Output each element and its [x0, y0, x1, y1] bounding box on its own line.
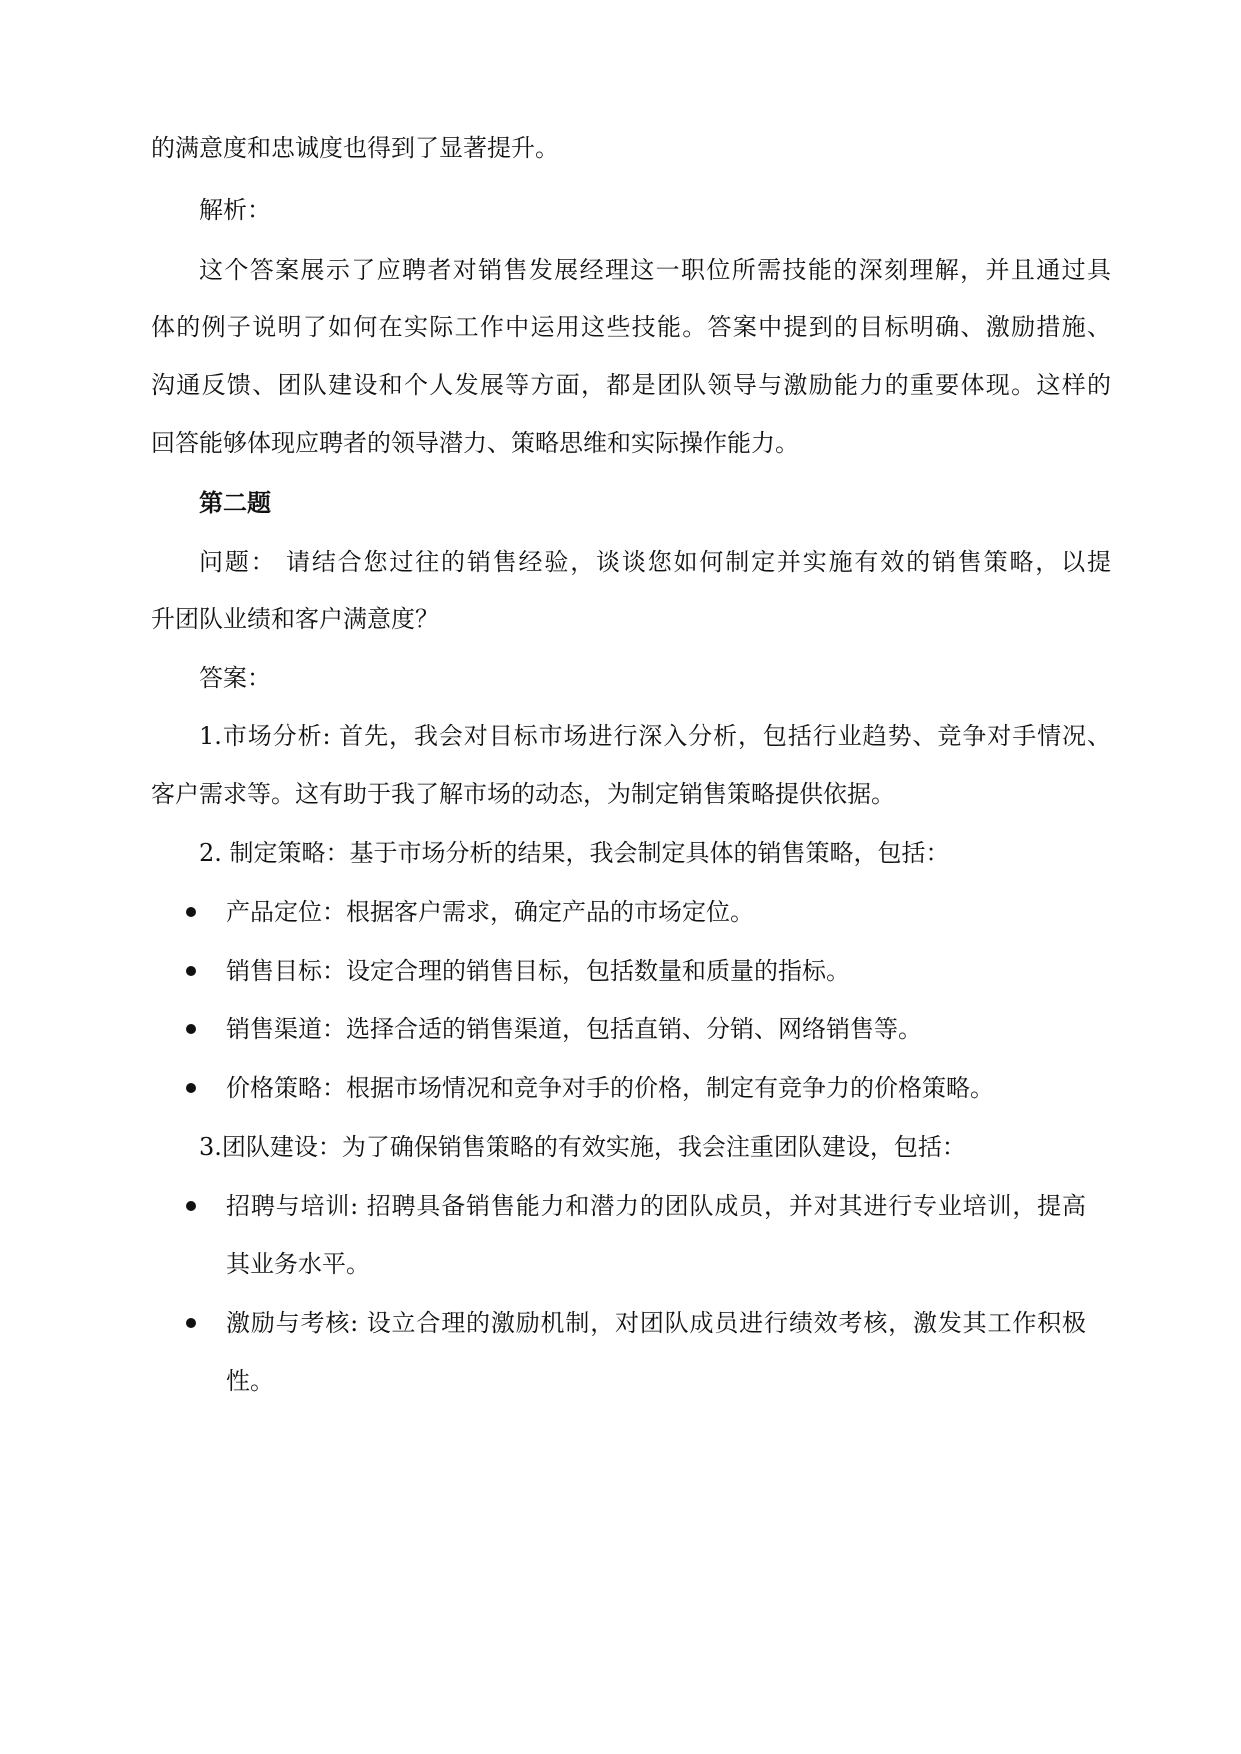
body-text-line: 3.团队建设：为了确保销售策略的有效实施，我会注重团队建设，包括：: [199, 1133, 966, 1161]
list-item: 产品定位：根据客户需求，确定产品的市场定位。: [226, 898, 754, 926]
bullet-icon: [186, 966, 196, 976]
list-item: 销售目标：设定合理的销售目标，包括数量和质量的指标。: [226, 957, 850, 985]
bullet-icon: [186, 1024, 196, 1034]
bullet-icon: [186, 1201, 196, 1211]
bullet-icon: [186, 907, 196, 917]
body-text-line: 回答能够体现应聘者的领导潜力、策略思维和实际操作能力。: [151, 429, 799, 457]
question-text-line: 升团队业绩和客户满意度？: [151, 605, 439, 633]
bullet-icon: [186, 1318, 196, 1328]
list-item-continuation: 其业务水平。: [226, 1250, 370, 1278]
list-item: 激励与考核: 设立合理的激励机制，对团队成员进行绩效考核，激发其工作积极: [226, 1309, 1086, 1337]
list-item: 招聘与培训: 招聘具备销售能力和潜力的团队成员，并对其进行专业培训，提高: [226, 1192, 1086, 1220]
list-item: 销售渠道：选择合适的销售渠道，包括直销、分销、网络销售等。: [226, 1015, 922, 1043]
body-text-line: 体的例子说明了如何在实际工作中运用这些技能。答案中提到的目标明确、激励措施、: [151, 313, 1111, 341]
body-text-line: 2. 制定策略：基于市场分析的结果，我会制定具体的销售策略，包括：: [199, 839, 950, 867]
body-text-line: 沟通反馈、团队建设和个人发展等方面，都是团队领导与激励能力的重要体现。这样的: [151, 371, 1111, 399]
question-text-line: 问题： 请结合您过往的销售经验，谈谈您如何制定并实施有效的销售策略，以提: [199, 548, 1111, 576]
bullet-icon: [186, 1083, 196, 1093]
list-item: 价格策略：根据市场情况和竞争对手的价格，制定有竞争力的价格策略。: [226, 1074, 994, 1102]
body-text-line: 的满意度和忠诚度也得到了显著提升。: [151, 134, 559, 162]
analysis-label: 解析：: [199, 196, 271, 224]
body-text-line: 1.市场分析: 首先，我会对目标市场进行深入分析，包括行业趋势、竞争对手情况、: [199, 722, 1111, 750]
answer-label: 答案：: [199, 664, 271, 692]
body-text-line: 客户需求等。这有助于我了解市场的动态，为制定销售策略提供依据。: [151, 780, 895, 808]
section-heading: 第二题: [199, 488, 271, 517]
body-text-line: 这个答案展示了应聘者对销售发展经理这一职位所需技能的深刻理解，并且通过具: [199, 256, 1111, 284]
list-item-continuation: 性。: [226, 1367, 274, 1395]
